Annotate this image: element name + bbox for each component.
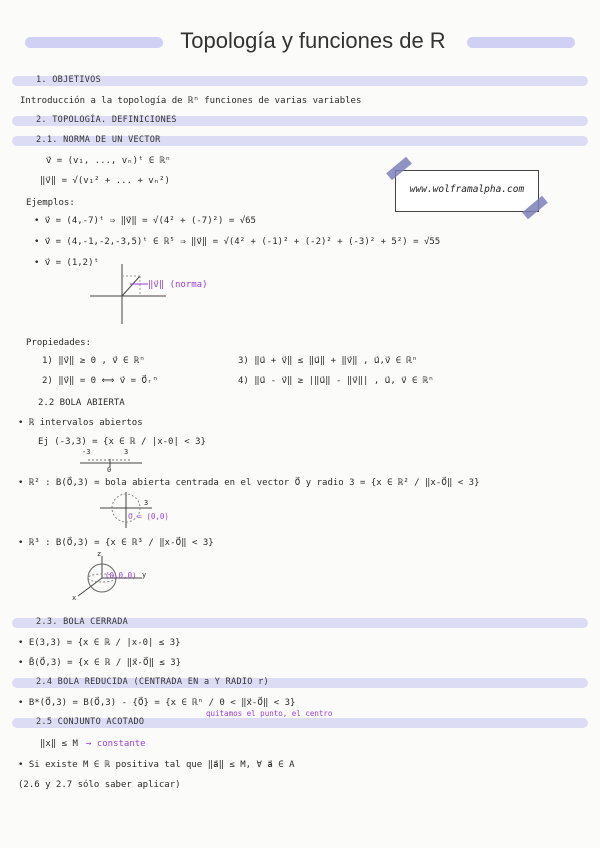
ejemplos-label: Ejemplos: (26, 198, 75, 208)
ball-3d-axis-y: y (142, 571, 147, 579)
propiedad-3: 3) ‖u⃗ + v⃗‖ ≤ ‖u⃗‖ + ‖v⃗‖ , u⃗,v⃗ ∈ ℝⁿ (238, 356, 418, 366)
norm-graph-label: ‖v⃗‖ (norma) (148, 280, 208, 290)
section-norma-label: 2.1. NORMA DE UN VECTOR (36, 135, 161, 145)
acotado-3: (2.6 y 2.7 sólo saber aplicar) (18, 780, 181, 790)
bola-reducida-note: quitamos el punto, el centro (206, 709, 333, 718)
section-objetivos (12, 76, 588, 86)
bola-abierta-r1-example: Ej (-3,3) = {x ∈ ℝ / |x-0| < 3} (38, 437, 206, 447)
ball-3d-center-label: (0,0,0) (105, 571, 137, 580)
bola-cerrada-1: • E(3,3) = {x ∈ ℝ / |x-0| ≤ 3} (18, 638, 181, 648)
norma-def-2: ‖v⃗‖ = √(v₁² + ... + vₙ²) (40, 176, 170, 186)
norm-vector-graph (86, 262, 226, 328)
ball-3d-axis-x: x (72, 594, 77, 602)
interval-tick-0: 0 (107, 466, 112, 474)
section-conjunto-acotado (12, 718, 588, 728)
bola-reducida-1: • B*(0⃗,3) = B(0⃗,3) - {0⃗} = {x ∈ ℝⁿ / 0 < ‖x⃗-0⃗‖ < 3} (18, 698, 296, 708)
section-conjunto-acotado-label: 2.5 CONJUNTO ACOTADO (36, 717, 145, 727)
propiedad-1: 1) ‖v⃗‖ ≥ 0 , v⃗ ∈ ℝⁿ (42, 356, 145, 366)
intro-text: Introducción a la topología de ℝⁿ funciones de varias variables (20, 96, 362, 106)
interval-tick-neg3: -3 (82, 448, 91, 456)
title-bar-right (467, 37, 575, 48)
acotado-2: • Si existe M ∈ ℝ positiva tal que ‖a⃗‖ ≤ M, ∀ a⃗ ∈ A (18, 760, 295, 770)
title-bar-left (25, 37, 163, 48)
ejemplo-1: • v⃗ = (4,-7)ᵗ ⇒ ‖v⃗‖ = √(4² + (-7)²) = √65 (34, 216, 256, 226)
section-norma (12, 136, 588, 146)
bola-abierta-r2: • ℝ² : B(0⃗,3) = bola abierta centrada en el vector 0⃗ y radio 3 = {x ∈ ℝ² / ‖x-0⃗‖ < 3} (18, 478, 480, 488)
section-bola-cerrada (12, 618, 588, 628)
ball-3d-axis-z: z (97, 550, 102, 558)
bola-abierta-heading: 2.2 BOLA ABIERTA (38, 398, 125, 408)
section-bola-reducida-label: 2.4 BOLA REDUCIDA (CENTRADA EN a Y RADIO r) (36, 677, 269, 687)
ball-2d-center-label: 0⃗ = (0,0) (128, 512, 169, 521)
ejemplo-3: • v⃗ = (1,2)ᵗ (34, 258, 99, 268)
wolfram-link-text: www.wolframalpha.com (409, 184, 525, 195)
wolfram-note-box (395, 170, 539, 212)
propiedad-2: 2) ‖v⃗‖ = 0 ⟺ v⃗ = 0⃗ᵣⁿ (42, 376, 158, 386)
section-bola-cerrada-label: 2.3. BOLA CERRADA (36, 617, 129, 627)
propiedades-label: Propiedades: (26, 338, 92, 348)
interval-tick-3: 3 (124, 448, 129, 456)
acotado-1: ‖x‖ ≤ M (40, 739, 78, 749)
section-topologia-label: 2. TOPOLOGÍA. DEFINICIONES (36, 115, 177, 125)
ball-2d-graph (96, 490, 156, 530)
section-topologia (12, 116, 588, 126)
ball-2d-tick: 3 (144, 499, 149, 507)
norma-def-1: v⃗ = (v₁, ..., vₙ)ᵗ ∈ ℝⁿ (46, 156, 171, 166)
acotado-1-note: → constante (86, 739, 146, 749)
page-title: Topología y funciones de R (180, 28, 446, 53)
section-bola-reducida (12, 678, 588, 688)
section-objetivos-label: 1. OBJETIVOS (36, 75, 102, 85)
propiedad-4: 4) ‖u⃗ - v⃗‖ ≥ |‖u⃗‖ - ‖v⃗‖| , u⃗, v⃗ ∈ ℝⁿ (238, 376, 434, 386)
bola-abierta-r3: • ℝ³ : B(0⃗,3) = {x ∈ ℝ³ / ‖x-0⃗‖ < 3} (18, 538, 214, 548)
ejemplo-2: • v⃗ = (4,-1,-2,-3,5)ᵗ ∈ ℝ⁵ ⇒ ‖v⃗‖ = √(4² + (-1)² + (-2)² + (-3)² + 5²) = √55 (34, 237, 441, 247)
bola-cerrada-2: • B̄(0⃗,3) = {x ∈ ℝ / ‖x⃗-0⃗‖ ≤ 3} (18, 658, 182, 668)
bola-abierta-r1: • ℝ intervalos abiertos (18, 418, 143, 428)
